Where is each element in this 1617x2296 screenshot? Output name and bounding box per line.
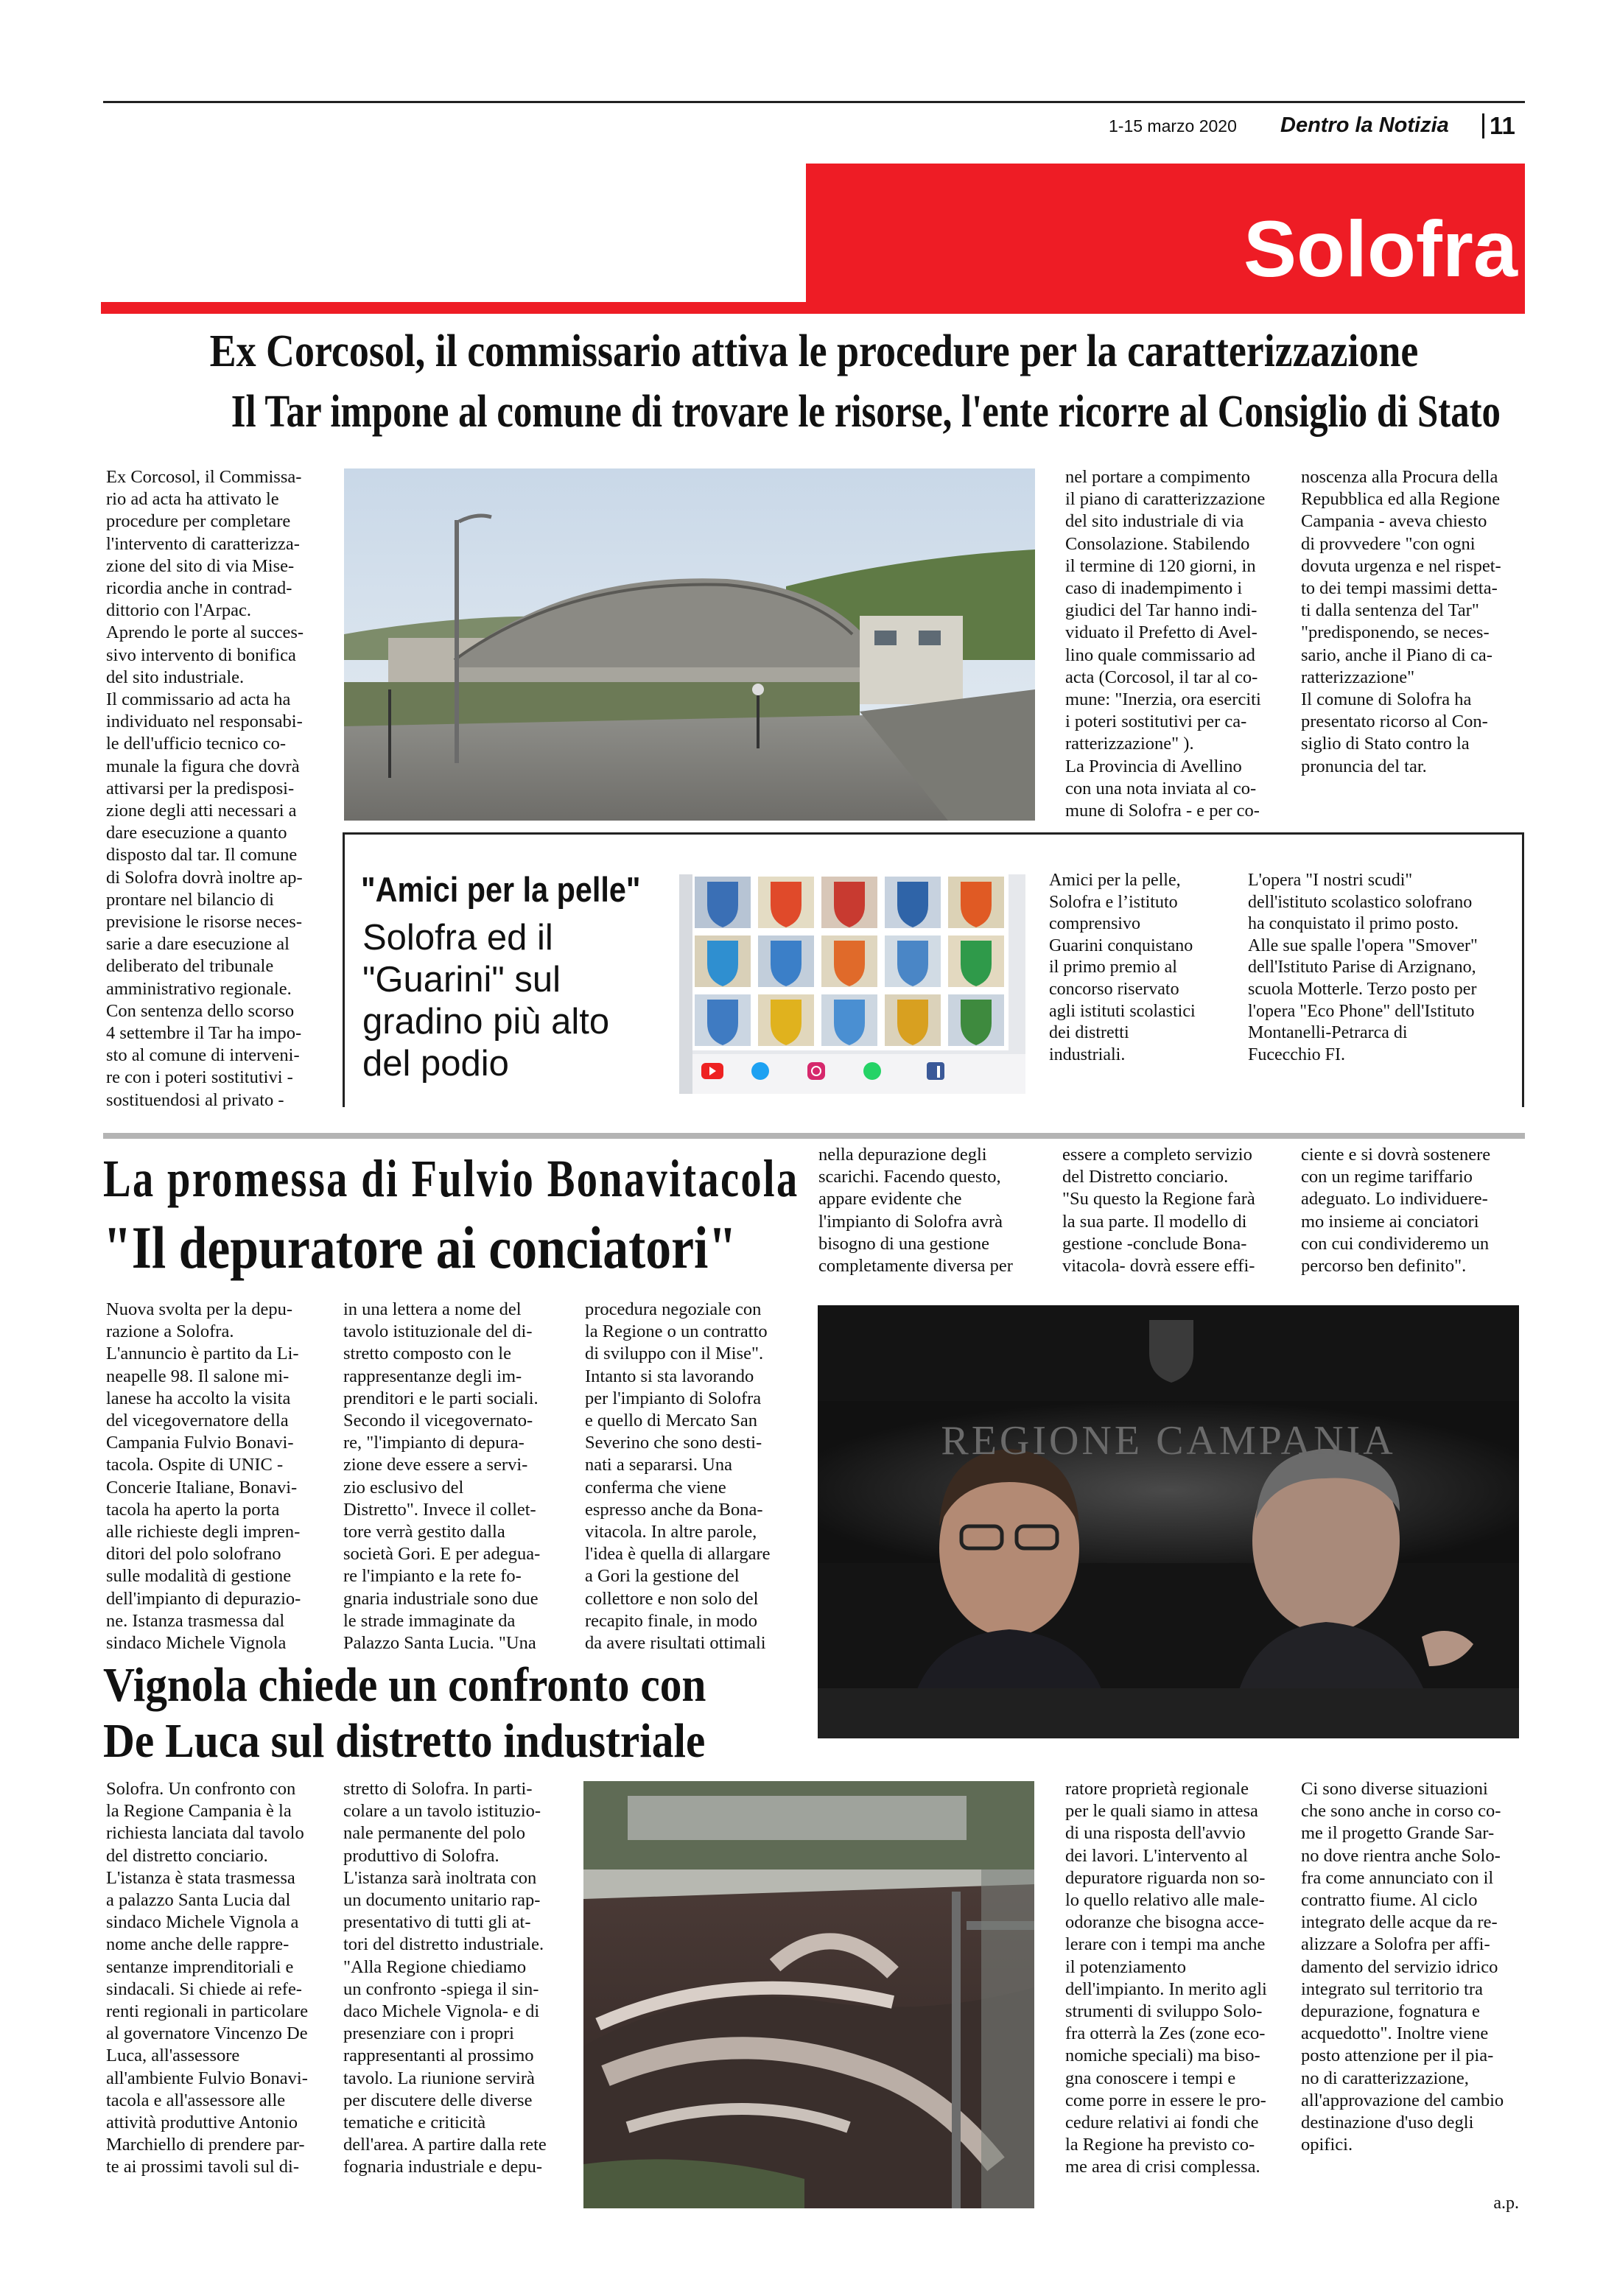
whatsapp-icon xyxy=(863,1062,881,1080)
section-title: Solofra xyxy=(1243,204,1518,293)
article1-subheadline: Il Tar impone al comune di trovare le risorse, l'ente ricorre al Consiglio di Stato xyxy=(231,387,1501,437)
box-column-2: L'opera "I nostri scudi" dell'istituto scolastico solofrano ha conquistato il primo posto. Alle sue spalle l'opera "Smover" dell'Istituto Parise di Arzignano, scuola Motterle. Terzo posto per l'opera "Eco Phone" dell'Istituto Montanelli-Petrarca di Fucecchio FI. xyxy=(1248,871,1478,1064)
article2-column-2: in una lettera a nome del tavolo istituzionale del di- stretto composto con le rappresentanze degli im- prenditori e le parti sociali. Secondo il vicegovernato- re, "l'impianto di depura- zione deve essere a servi- zio esclusivo del Distretto". Invece il collet- tore verrà gestito dalla società Gori. E per adegua- re l'impianto e la rete fo- gnaria industriale sono due le strade immaginate da Palazzo Santa Lucia. "Una xyxy=(343,1299,541,1654)
article2-column-3: procedura negoziale con la Regione o un contratto di sviluppo con il Mise". Intanto si sta lavorando per l'impianto di Solofra e quello di Mercato San Severino che sono desti- nati a separarsi. Una conferma che viene espresso anche da Bona- vitacola. In altre parole, l'idea è quella di allargare a Gori la gestione del collettore e non solo del recapito finale, in modo da avere risultati ottimali xyxy=(585,1299,771,1654)
photo-sign-text: REGIONE CAMPANIA xyxy=(941,1418,1396,1464)
box-subtitle: Solofra ed il "Guarini" sul gradino più alto del podio xyxy=(362,918,610,1084)
article1-headline: Ex Corcosol, il commissario attiva le procedure per la caratterizzazione xyxy=(209,326,1419,376)
author-signature: a.p. xyxy=(1493,2194,1519,2213)
article3-column-1: Solofra. Un confronto con la Regione Campania è la richiesta lanciata dal tavolo del distretto conciario. L'istanza è stata trasmessa a palazzo Santa Lucia dal sindaco Michele Vignola a nome anche delle rappre- sentanze imprenditoriali e sindacali. Si chiede ai refe- renti regionali in particolare al governatore Vincenzo De Luca, all'assessore all'ambiente Fulvio Bonavi- tacola e all'assessore alle attività produttive Antonio Marchiello di prendere par- te ai prossimi tavoli sul di- xyxy=(106,1779,309,2177)
article1-column-2: nel portare a compimento il piano di caratterizzazione del sito industriale di via Consolazione. Stabilendo il termine di 120 giorni, in caso di inadempimento i giudici del Tar hanno indi- viduato il Prefetto di Avel- lino quale commissario ad acta (Corcosol, il tar al co- mune: "Inerzia, ora eserciti i poteri sostitutivi per ca- ratterizzazione" ). La Provincia di Avellino con una nota inviata al co- mune di Solofra - e per co- xyxy=(1065,467,1266,821)
article3-column-3: ratore proprietà regionale per le quali siamo in attesa di una risposta dell'avvio dei lavori. L'intervento al depuratore riguarda non so- lo quello relativo alle male- odoranze che bisogna acce- lerare con i tempi ma anche il potenziamento dell'impianto. In merito agli strumenti di sviluppo Solo- fra otterrà la Zes (zone eco- nomiche speciali) ma biso- gna conoscere i tempi e come porre in essere le pro- cedure relativi ai fondi che la Regione ha previsto co- me area di crisi complessa. xyxy=(1065,1779,1267,2177)
article3-subheadline: De Luca sul distretto industriale xyxy=(103,1714,706,1768)
box-column-1: Amici per la pelle, Solofra e l’istituto comprensivo Guarini conquistano il primo premio al concorso riservato agli istituti scolastici dei distretti industriali. xyxy=(1049,871,1196,1064)
issue-date: 1-15 marzo 2020 xyxy=(1109,116,1237,136)
publication-name: Dentro la Notizia xyxy=(1280,113,1449,137)
page-number-divider xyxy=(1482,113,1484,138)
article2-headline: La promessa di Fulvio Bonavitacola xyxy=(103,1149,799,1208)
article2-column-4: nella depurazione degli scarichi. Facendo questo, appare evidente che l'impianto di Solofra avrà bisogno di una gestione completamente diversa per xyxy=(818,1145,1013,1277)
box-title: "Amici per la pelle" xyxy=(361,870,641,909)
twitter-icon xyxy=(751,1062,769,1080)
article2-subheadline: "Il depuratore ai conciatori" xyxy=(103,1214,737,1281)
youtube-icon xyxy=(701,1063,723,1079)
instagram-icon xyxy=(807,1062,825,1080)
article1-column-3: noscenza alla Procura della Repubblica ed alla Regione Campania - aveva chiesto di provvedere "con ogni dovuta urgenza e nel rispet- to dei tempi massimi detta- ti dalla sentenza del Tar" "predisponendo, se neces- sario, anche il Piano di ca- ratterizzazione" Il comune di Solofra ha presentato ricorso al Con- siglio di Stato contro la pronuncia del tar. xyxy=(1301,467,1501,776)
facebook-icon xyxy=(927,1062,944,1080)
article1-column-1: Ex Corcosol, il Commissa- rio ad acta ha attivato le procedure per completare l'intervento di caratterizza- zione del sito di via Mise- ricordia anche in contrad- dittorio con l'Arpac. Aprendo le porte al succes- sivo intervento di bonifica del sito industriale. Il commissario ad acta ha individuato nel responsabi- le dell'ufficio tecnico co- munale la figura che dovrà attivarsi per la predisposi- zione degli atti necessari a dare esecuzione a quanto disposto dal tar. Il comune di Solofra dovrà inoltre ap- prontare nel bilancio di previsione le risorse neces- sarie a dare esecuzione al deliberato del tribunale amministrativo regionale. Con sentenza dello scorso 4 settembre il Tar ha impo- sto al comune di interveni- re con i poteri sostitutivi - sostituendosi al privato - xyxy=(106,467,304,1110)
article3-column-4: Ci sono diverse situazioni che sono anche in corso co- me il progetto Grande Sar- no dove rientra anche Solo- fra come annunciato con il contratto fiume. Al ciclo integrato delle acque da re- alizzare a Solofra per affi- damento del servizio idrico integrato sul territorio tra depurazione, fognatura e acquedotto". Inoltre viene posto attenzione per il pia- no di caratterizzazione, all'approvazione del cambio destinazione d'uso degli opifici. xyxy=(1301,1779,1504,2155)
article2-column-5: essere a completo servizio del Distretto conciario. "Su questo la Regione farà la sua parte. Il modello di gestione -conclude Bona- vitacola- dovrà essere effi- xyxy=(1062,1145,1255,1277)
article3-headline: Vignola chiede un confronto con xyxy=(103,1658,706,1712)
top-rule xyxy=(103,101,1525,103)
page-number: 11 xyxy=(1490,112,1515,139)
article2-column-6: ciente e si dovrà sostenere con un regime tariffario adeguato. Lo individuere- mo insieme ai conciatori con cui condivideremo un percorso ben definito". xyxy=(1301,1145,1491,1277)
section-banner-bar xyxy=(101,302,1525,314)
article2-column-1: Nuova svolta per la depu- razione a Solofra. L'annuncio è partito da Li- neapelle 98. Il salone mi- lanese ha accolto la visita del vicegovernatore della Campania Fulvio Bonavi- tacola. Ospite di UNIC - Concerie Italiane, Bonavi- tacola ha aperto la porta alle richieste degli impren- ditori del polo solofrano sulle modalità di gestione dell'impianto di depurazio- ne. Istanza trasmessa dal sindaco Michele Vignola xyxy=(106,1299,301,1654)
section-divider xyxy=(103,1133,1525,1139)
depuratore-photo xyxy=(583,1781,1034,2208)
article3-column-2: stretto di Solofra. In parti- colare a un tavolo istituzio- nale permanente del polo produttivo di Solofra. L'istanza sarà inoltrata con un documento unitario rap- presentativo di tutti gli at- tori del distretto industriale. "Alla Regione chiediamo un confronto -spiega il sin- daco Michele Vignola- e di presenziare con i propri rappresentanti al prossimo tavolo. La riunione servirà per discutere delle diverse tematiche e criticità dell'area. A partire dalla rete fognaria industriale e depu- xyxy=(343,1779,547,2177)
regione-campania-photo xyxy=(818,1305,1519,1738)
corcosol-site-photo xyxy=(344,468,1035,821)
school-shields-photo xyxy=(679,874,1025,1094)
